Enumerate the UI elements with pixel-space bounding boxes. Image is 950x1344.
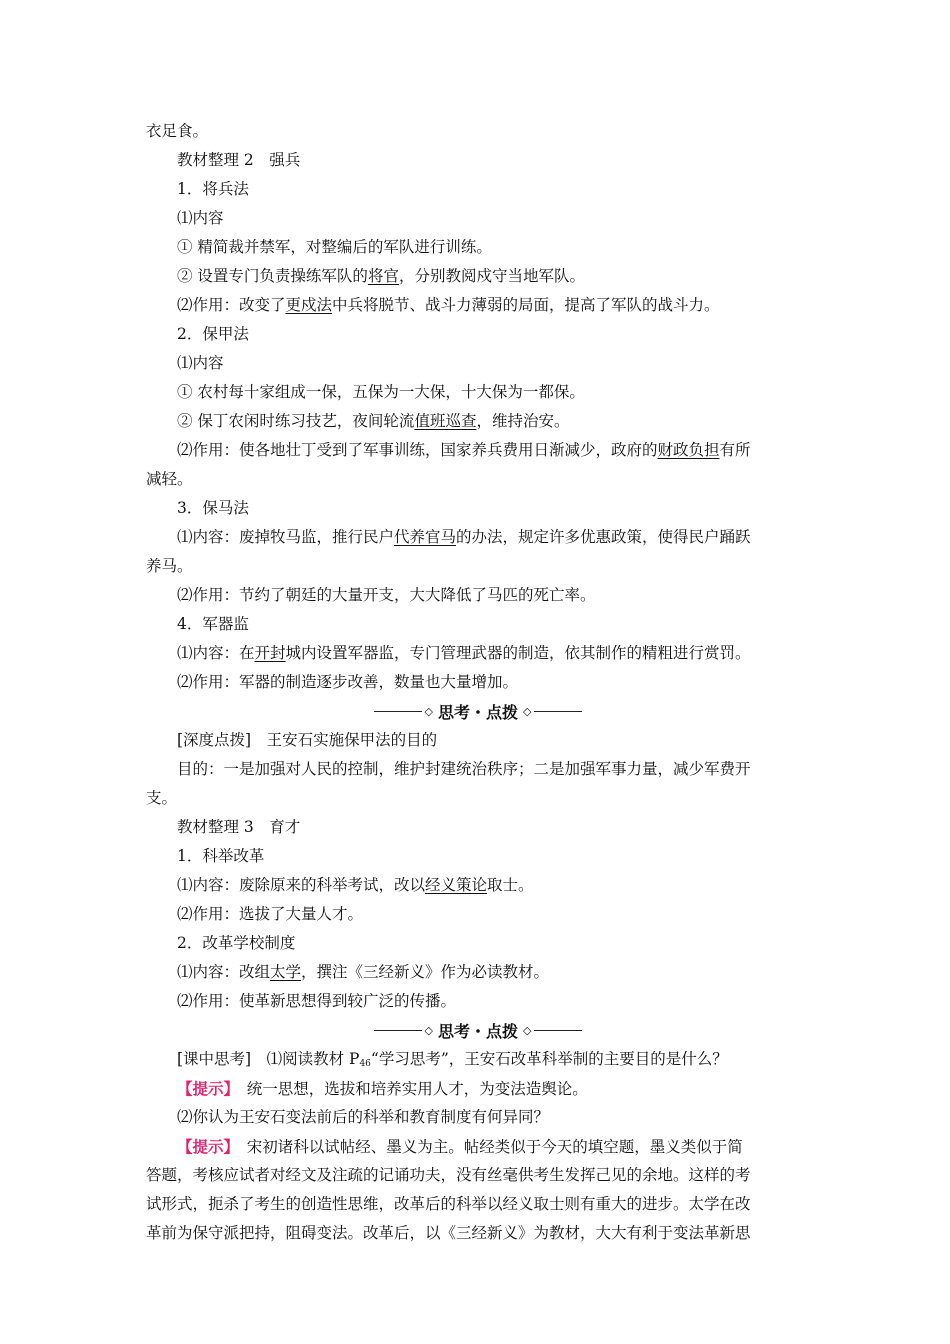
subsection-heading: 3．保马法 xyxy=(177,499,249,517)
subsection-heading: 4．军器监 xyxy=(177,615,249,633)
text-line xyxy=(146,407,810,436)
text-line: ⑵作用：使革新思想得到较广泛的传播。 xyxy=(177,992,457,1010)
text-span: “学习思考”，王安石改革科举制的主要目的是什么？ xyxy=(370,1050,728,1068)
text-span: ，分别教阅戍守当地军队。 xyxy=(398,267,585,285)
text-line xyxy=(146,262,810,291)
text-line xyxy=(146,1132,810,1161)
text-span: ⑴内容：改组 xyxy=(177,963,271,981)
text-span: ⑵作用：改变了 xyxy=(177,296,286,314)
text-span: 宋初诸科以试帖经、墨义为主。帖经类似于今天的填空题，墨义类似于简 xyxy=(231,1138,743,1156)
divider-rule-left xyxy=(374,711,422,712)
text-line: 减轻。 xyxy=(146,470,193,488)
text-line: 养马。 xyxy=(146,557,193,575)
text-line: 衣足食。 xyxy=(146,122,209,140)
text-line xyxy=(146,639,810,668)
text-line xyxy=(146,958,810,987)
text-span: 取士。 xyxy=(487,876,534,894)
divider-label: 思考・点拨 xyxy=(437,703,518,722)
diamond-icon: ◇ xyxy=(424,1024,433,1037)
section-heading: 教材整理 3 育才 xyxy=(177,818,301,836)
text-line xyxy=(146,871,810,900)
divider-label: 思考・点拨 xyxy=(437,1022,518,1041)
text-line: ① 精简裁并禁军，对整编后的军队进行训练。 xyxy=(177,238,492,256)
divider-rule-right xyxy=(534,1030,582,1031)
text-span: ② 保丁农闲时练习技艺，夜间轮流 xyxy=(177,412,415,430)
text-span: ⑴内容：废掉牧马监，推行民户 xyxy=(177,528,395,546)
text-line xyxy=(146,1074,810,1103)
text-span: ⑴内容：废除原来的科举考试，改以 xyxy=(177,876,426,894)
underlined-term: 开封 xyxy=(254,644,286,662)
text-span: 有所 xyxy=(719,441,751,459)
text-span: 中兵将脱节、战斗力薄弱的局面，提高了军队的战斗力。 xyxy=(332,296,720,314)
text-span: 统一思想，选拔和培养实用人才，为变法造舆论。 xyxy=(231,1080,588,1098)
document-page xyxy=(146,117,810,1248)
text-span: ② 设置专门负责操练军队的 xyxy=(177,267,368,285)
diamond-icon: ◇ xyxy=(424,705,433,718)
text-line: ⑵你认为王安石变法前后的科举和教育制度有何异同？ xyxy=(177,1108,550,1126)
text-line: ⑵作用：军器的制造逐步改善，数量也大量增加。 xyxy=(177,673,519,691)
underlined-term: 值班巡查 xyxy=(414,412,477,430)
tip-label: 【提示】 xyxy=(177,1079,232,1098)
underlined-term: 太学 xyxy=(270,963,302,981)
text-line: 革前为保守派把持，阻碍变法。改革后，以《三经新义》为教材，大大有利于变法革新思 xyxy=(146,1224,751,1242)
text-span: 的办法，规定许多优惠政策，使得民户踊跃 xyxy=(456,528,751,546)
text-span: ⑵作用：使各地壮丁受到了军事训练，国家养兵费用日渐减少，政府的 xyxy=(177,441,658,459)
diamond-icon: ◇ xyxy=(523,705,532,718)
text-line: ⑵作用：选拔了大量人才。 xyxy=(177,905,364,923)
think-divider xyxy=(146,1016,810,1045)
text-span: 城内设置军器监，专门管理武器的制造，依其制作的精粗进行赏罚。 xyxy=(285,644,751,662)
text-line: ⑴内容 xyxy=(177,354,224,372)
page-subscript: 46 xyxy=(359,1059,371,1069)
think-divider xyxy=(146,697,810,726)
text-line xyxy=(146,291,810,320)
divider-rule-left xyxy=(374,1030,422,1031)
tip-label: 【提示】 xyxy=(177,1137,232,1156)
subsection-heading: 1．科举改革 xyxy=(177,847,265,865)
text-line: [深度点拨] 王安石实施保甲法的目的 xyxy=(177,731,438,749)
diamond-icon: ◇ xyxy=(523,1024,532,1037)
text-line: 试形式，扼杀了考生的创造性思维，改革后的科举以经义取士则有重大的进步。太学在改 xyxy=(146,1195,751,1213)
text-line xyxy=(146,523,810,552)
section-heading: 教材整理 2 强兵 xyxy=(177,151,301,169)
text-line: ① 农村每十家组成一保，五保为一大保，十大保为一都保。 xyxy=(177,383,585,401)
text-line: ⑵作用：节约了朝廷的大量开支，大大降低了马匹的死亡率。 xyxy=(177,586,596,604)
underlined-term: 经义策论 xyxy=(425,876,488,894)
underlined-term: 将官 xyxy=(367,267,399,285)
text-line: 支。 xyxy=(146,789,178,807)
subsection-heading: 2．改革学校制度 xyxy=(177,934,296,952)
text-line: 目的：一是加强对人民的控制，维护封建统治秩序；二是加强军事力量，减少军费开 xyxy=(177,760,751,778)
text-span: ，维持治安。 xyxy=(476,412,570,430)
divider-rule-right xyxy=(534,711,582,712)
text-span: [课中思考] ⑴阅读教材 P xyxy=(177,1050,360,1068)
underlined-term: 更戍法 xyxy=(285,296,333,314)
text-line xyxy=(146,1045,810,1074)
subsection-heading: 1．将兵法 xyxy=(177,180,249,198)
underlined-term: 代养官马 xyxy=(394,528,457,546)
text-line xyxy=(146,436,810,465)
text-span: ⑴内容：在 xyxy=(177,644,255,662)
subsection-heading: 2．保甲法 xyxy=(177,325,249,343)
underlined-term: 财政负担 xyxy=(657,441,720,459)
text-line: ⑴内容 xyxy=(177,209,224,227)
text-line: 答题，考核应试者对经文及注疏的记诵功夫，没有丝毫供考生发挥己见的余地。这样的考 xyxy=(146,1166,751,1184)
text-span: ，撰注《三经新义》作为必读教材。 xyxy=(301,963,550,981)
